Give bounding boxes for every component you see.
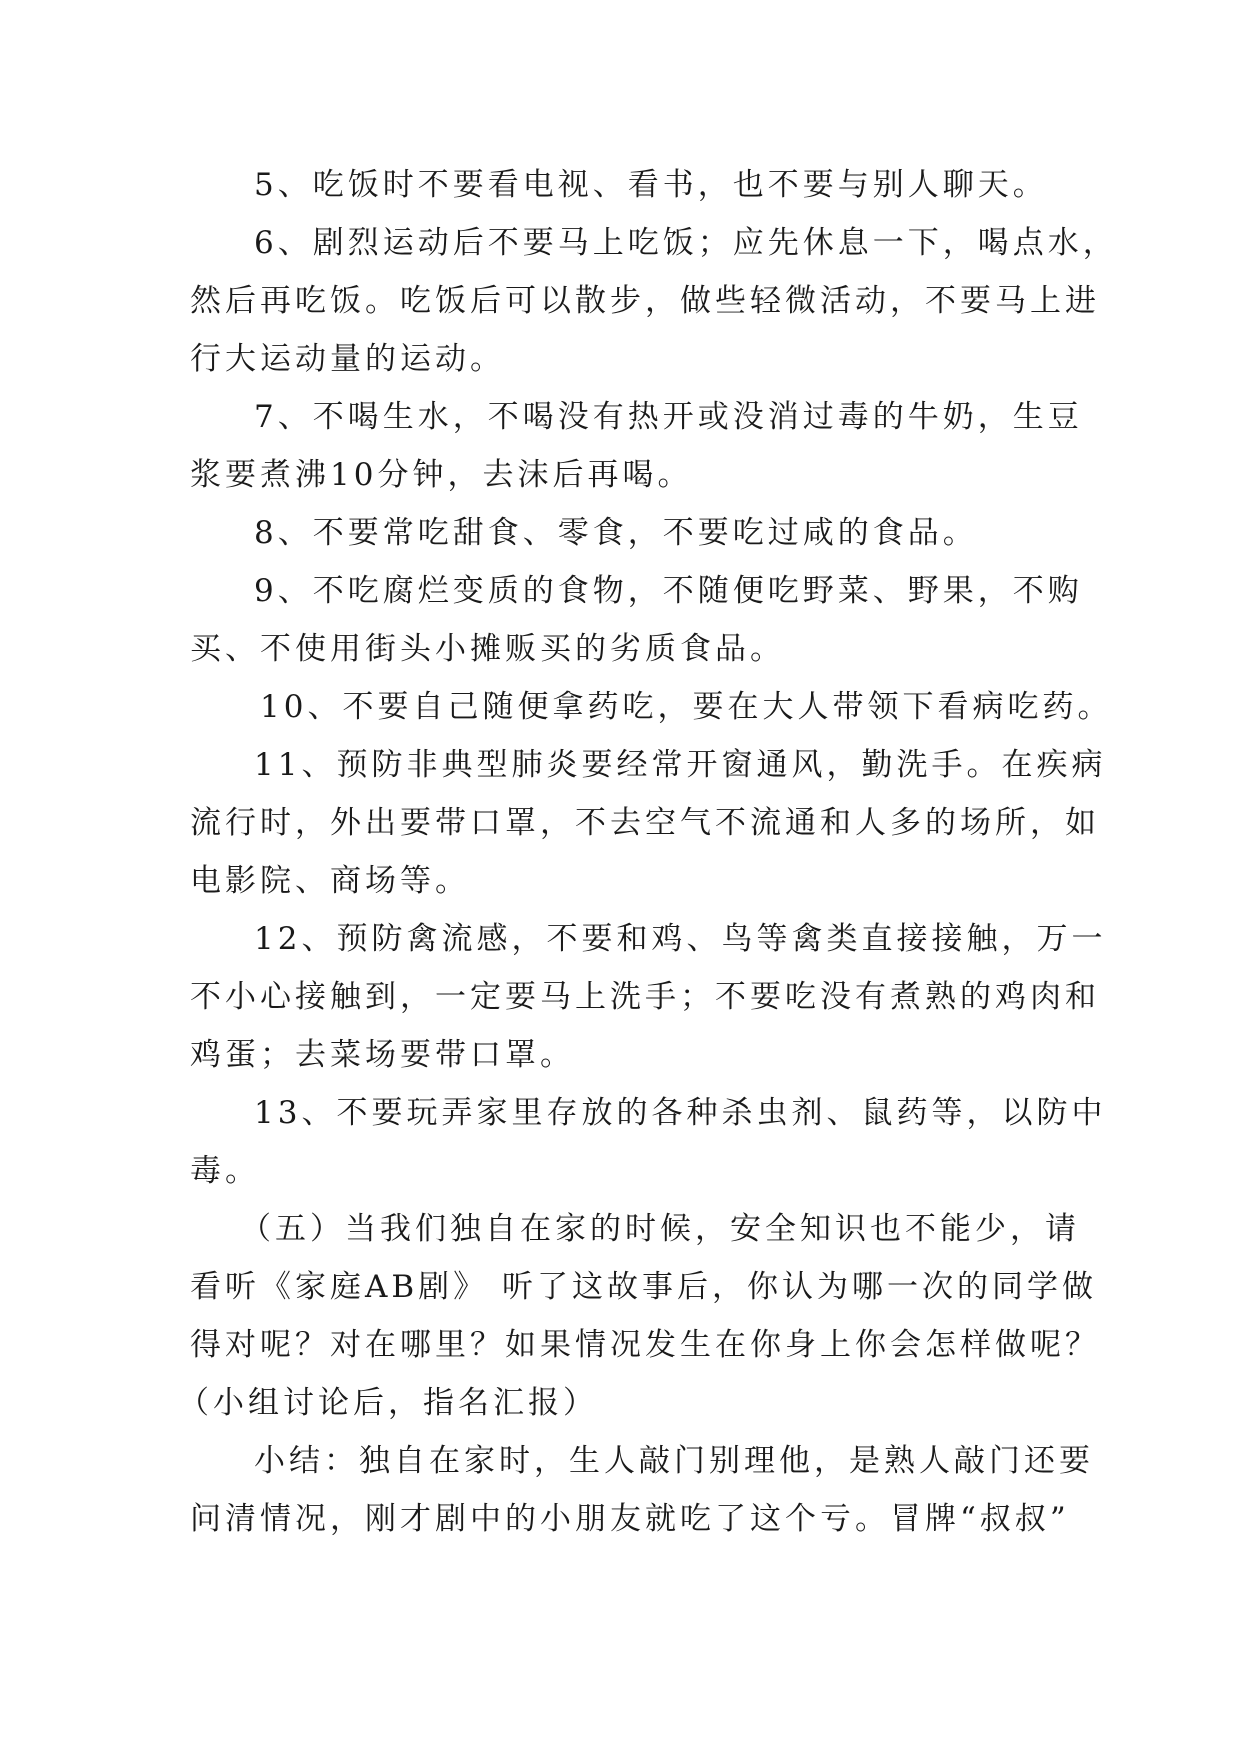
list-item-13 <box>190 1084 1107 1200</box>
list-item-12 <box>190 910 1107 1084</box>
text-line: 电影院、商场等。 <box>190 863 470 899</box>
text-line: 不小心接触到，一定要马上洗手；不要吃没有煮熟的鸡肉和 <box>190 979 1100 1015</box>
text-line: 10、不要自己随便拿药吃，要在大人带领下看病吃药。 <box>260 689 1113 725</box>
list-item-8 <box>190 504 1070 562</box>
text-line: 毒。 <box>190 1153 260 1189</box>
text-line: 13、不要玩弄家里存放的各种杀虫剂、鼠药等，以防中 <box>254 1095 1107 1131</box>
summary-paragraph <box>190 1432 1094 1548</box>
list-item-11 <box>190 736 1107 910</box>
text-line: 浆要煮沸10分钟，去沫后再喝。 <box>190 457 693 493</box>
text-line: 小结：独自在家时，生人敲门别理他，是熟人敲门还要 <box>254 1443 1094 1479</box>
list-item-6 <box>190 214 1118 388</box>
text-line: 看听《家庭AB剧》 听了这故事后，你认为哪一次的同学做 <box>190 1269 1098 1305</box>
list-item-10 <box>190 678 1113 736</box>
text-line: 行大运动量的运动。 <box>190 341 505 377</box>
section-five <box>178 1200 1100 1432</box>
text-line: （五）当我们独自在家的时候，安全知识也不能少，请 <box>240 1211 1080 1247</box>
text-line: 流行时，外出要带口罩，不去空气不流通和人多的场所，如 <box>190 805 1100 841</box>
text-line: 9、不吃腐烂变质的食物，不随便吃野菜、野果，不购 <box>254 573 1083 609</box>
body-text <box>178 156 1118 1548</box>
text-line: 得对呢？对在哪里？如果情况发生在你身上你会怎样做呢？ <box>190 1327 1100 1363</box>
list-item-9 <box>190 562 1083 678</box>
text-line: 7、不喝生水，不喝没有热开或没消过毒的牛奶，生豆 <box>254 399 1083 435</box>
text-line: 6、剧烈运动后不要马上吃饭；应先休息一下，喝点水， <box>254 225 1118 261</box>
text-line: 问清情况，刚才剧中的小朋友就吃了这个亏。冒牌“叔叔” <box>190 1501 1070 1537</box>
text-line: 鸡蛋；去菜场要带口罩。 <box>190 1037 575 1073</box>
text-line: （小组讨论后，指名汇报） <box>178 1385 598 1421</box>
text-line: 11、预防非典型肺炎要经常开窗通风，勤洗手。在疾病 <box>254 747 1107 783</box>
text-line: 然后再吃饭。吃饭后可以散步，做些轻微活动，不要马上进 <box>190 283 1100 319</box>
list-item-5 <box>190 156 1070 214</box>
text-line: 5、吃饭时不要看电视、看书，也不要与别人聊天。 <box>254 167 1048 203</box>
text-line: 12、预防禽流感，不要和鸡、鸟等禽类直接接触，万一 <box>254 921 1107 957</box>
list-item-7 <box>190 388 1083 504</box>
text-line: 8、不要常吃甜食、零食，不要吃过咸的食品。 <box>254 515 978 551</box>
text-line: 买、不使用街头小摊贩买的劣质食品。 <box>190 631 785 667</box>
